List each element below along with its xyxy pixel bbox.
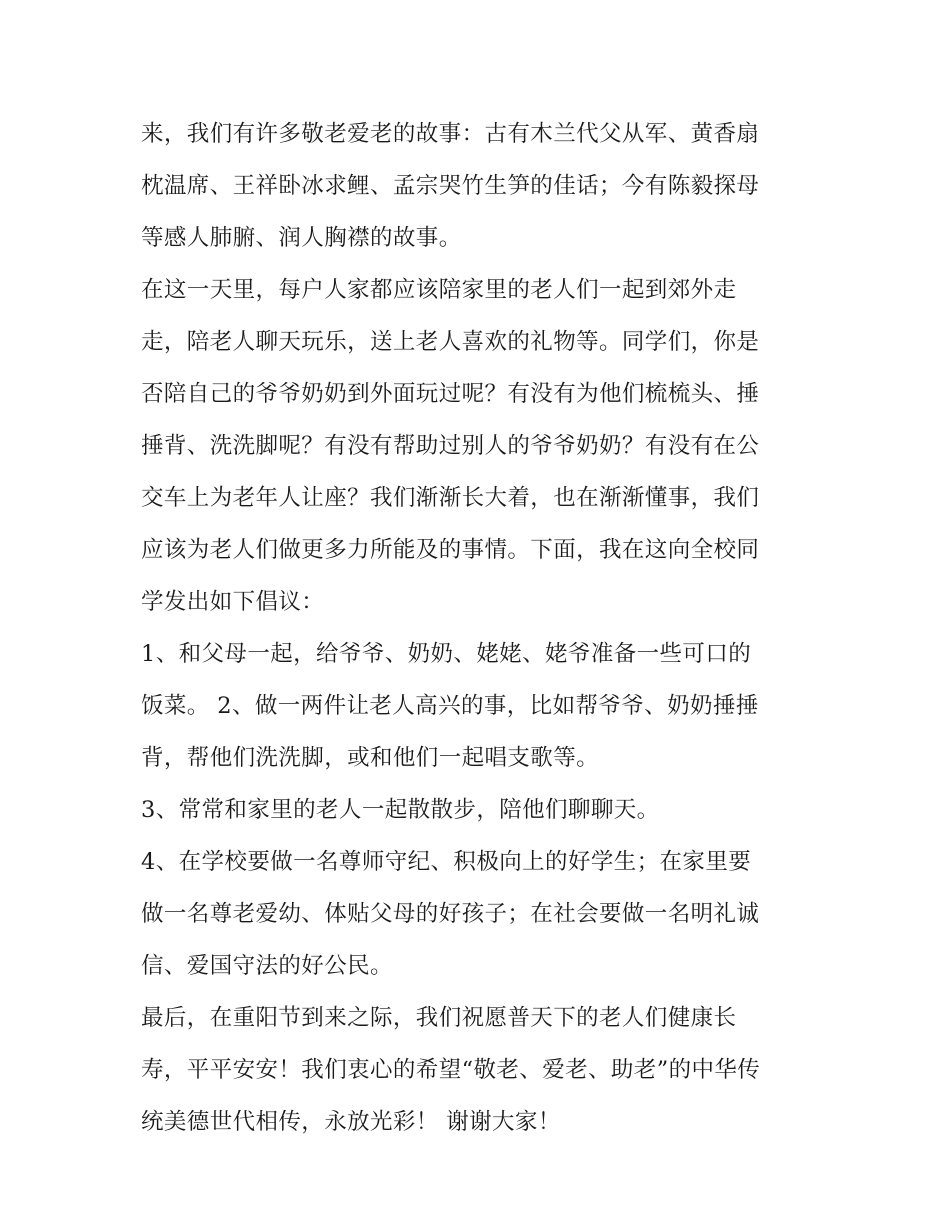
text-line: 等感人肺腑、润人胸襟的故事。 xyxy=(141,225,462,251)
text-line: 4、在学校要做一名尊师守纪、积极向上的好学生；在家里要 xyxy=(141,849,752,875)
text-line: 寿，平平安安！我们衷心的希望“敬老、爱老、助老”的中华传 xyxy=(141,1057,761,1083)
text-line: 枕温席、王祥卧冰求鲤、孟宗哭竹生笋的佳话；今有陈毅探母 xyxy=(141,173,760,199)
text-line: 统美德世代相传，永放光彩！ 谢谢大家！ xyxy=(141,1109,561,1135)
text-line: 交车上为老年人让座？我们渐渐长大着，也在渐渐懂事，我们 xyxy=(141,485,760,511)
text-line: 应该为老人们做更多力所能及的事情。下面，我在这向全校同 xyxy=(141,537,760,563)
text-line: 最后，在重阳节到来之际，我们祝愿普天下的老人们健康长 xyxy=(141,1005,737,1031)
text-line: 在这一天里，每户人家都应该陪家里的老人们一起到郊外走 xyxy=(141,277,737,303)
text-line: 学发出如下倡议： xyxy=(141,589,325,615)
text-line: 捶背、洗洗脚呢？有没有帮助过别人的爷爷奶奶？有没有在公 xyxy=(141,433,760,459)
text-line: 走，陪老人聊天玩乐，送上老人喜欢的礼物等。同学们，你是 xyxy=(141,329,760,355)
text-line: 1、和父母一起，给爷爷、奶奶、姥姥、姥爷准备一些可口的 xyxy=(141,641,752,667)
text-line: 背，帮他们洗洗脚，或和他们一起唱支歌等。 xyxy=(141,745,600,771)
text-line: 否陪自己的爷爷奶奶到外面玩过呢？有没有为他们梳梳头、捶 xyxy=(141,381,760,407)
body-text xyxy=(141,108,813,1148)
text-line: 饭菜。 2、做一两件让老人高兴的事，比如帮爷爷、奶奶捶捶 xyxy=(141,693,759,719)
text-line: 3、常常和家里的老人一起散散步，陪他们聊聊天。 xyxy=(141,797,660,823)
text-line: 做一名尊老爱幼、体贴父母的好孩子；在社会要做一名明礼诚 xyxy=(141,901,760,927)
text-line: 来，我们有许多敬老爱老的故事：古有木兰代父从军、黄香扇 xyxy=(141,121,760,147)
text-line: 信、爱国守法的好公民。 xyxy=(141,953,393,979)
